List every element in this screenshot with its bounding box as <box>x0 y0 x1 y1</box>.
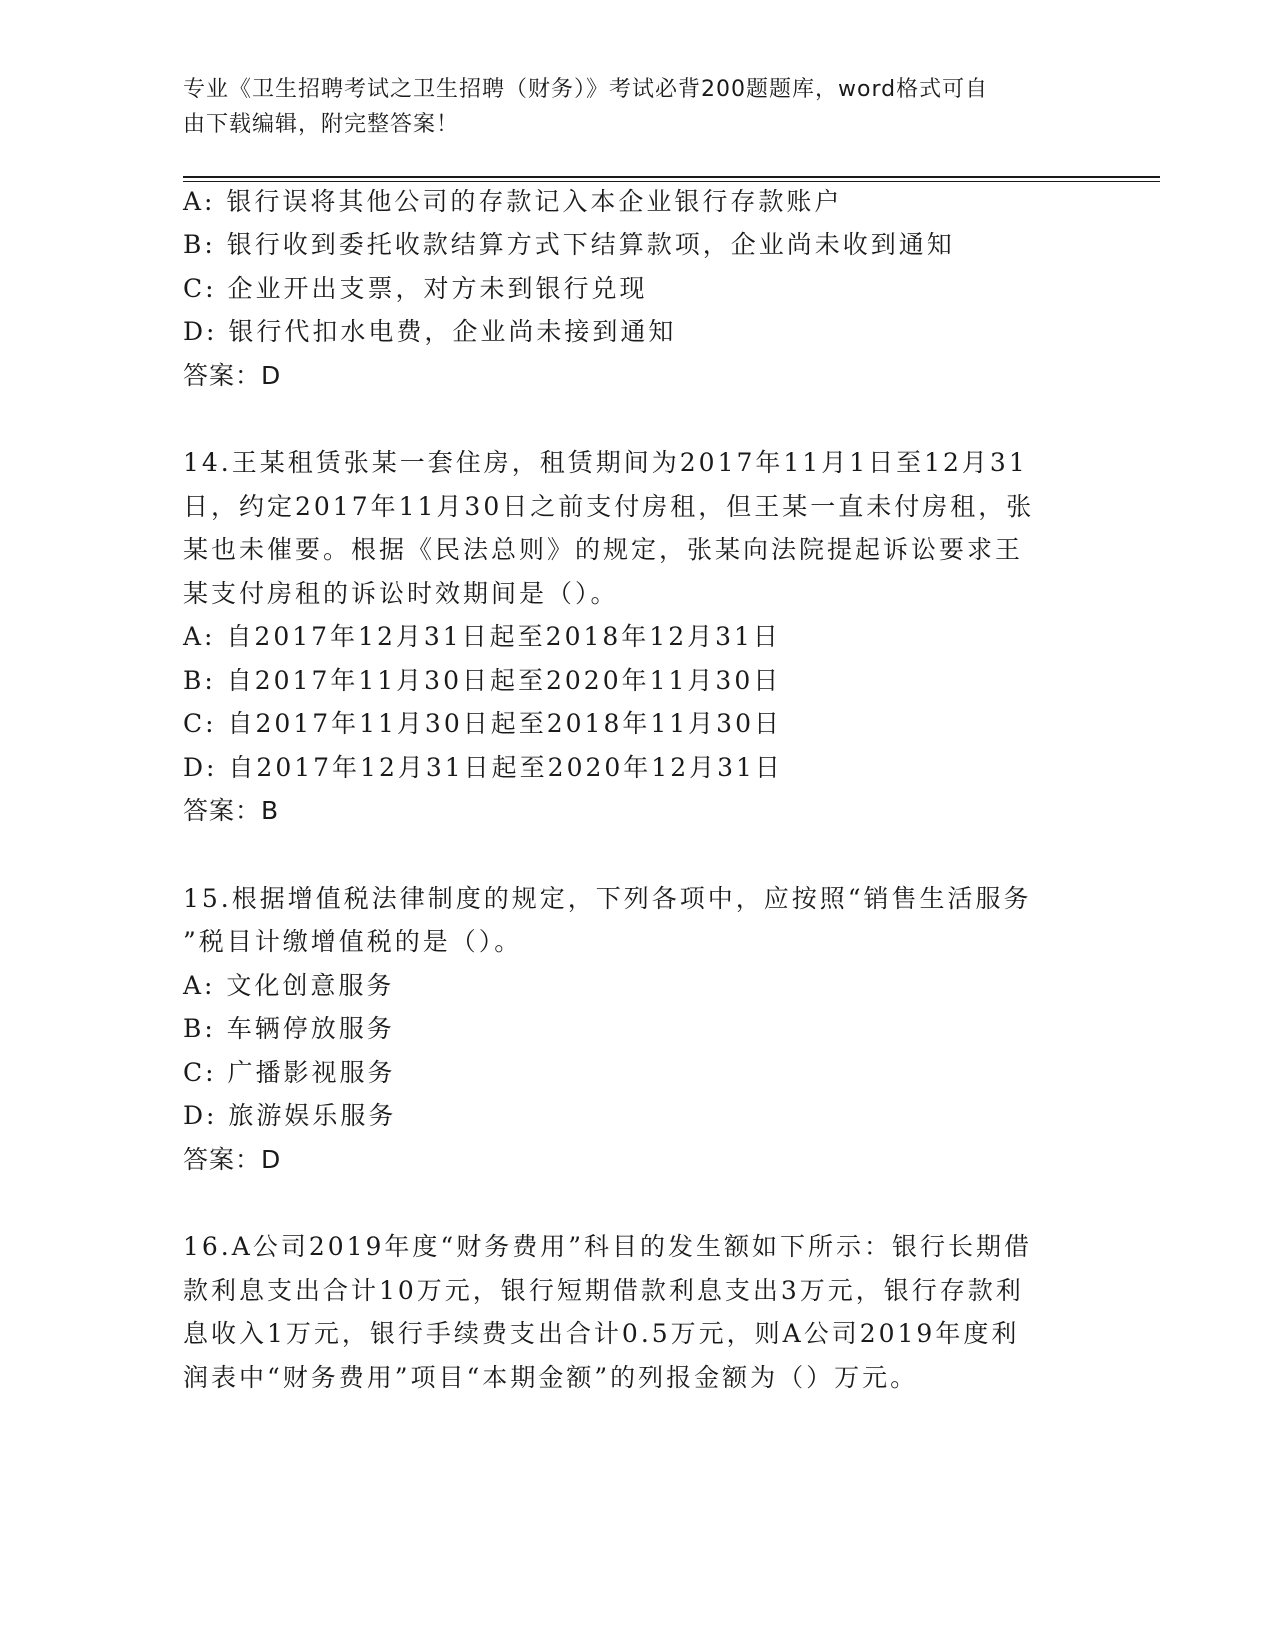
q13-option-a: A: 银行误将其他公司的存款记入本企业银行存款账户 <box>183 187 843 216</box>
q16-stem-line-2: 款利息支出合计10万元，银行短期借款利息支出3万元，银行存款利 <box>183 1276 1024 1305</box>
header-line-1: 专业《卫生招聘考试之卫生招聘（财务）》考试必背200题题库，word格式可自 <box>183 77 989 102</box>
q14-stem-line-4: 某支付房租的诉讼时效期间是（）。 <box>183 579 619 608</box>
q15-option-b: B: 车辆停放服务 <box>183 1014 395 1043</box>
q15-stem-line-2: ”税目计缴增值税的是（）。 <box>183 927 523 956</box>
q16-stem-line-3: 息收入1万元，银行手续费支出合计0.5万元，则A公司2019年度利 <box>183 1319 1020 1348</box>
q16-stem-line-4: 润表中“财务费用”项目“本期金额”的列报金额为（）万元。 <box>183 1363 919 1392</box>
q15-stem-line-1: 15.根据增值税法律制度的规定，下列各项中，应按照“销售生活服务 <box>183 884 1032 913</box>
q14-option-d: D: 自2017年12月31日起至2020年12月31日 <box>183 753 783 782</box>
q14-stem-line-2: 日，约定2017年11月30日之前支付房租，但王某一直未付房租，张 <box>183 492 1035 521</box>
q15-option-d: D: 旅游娱乐服务 <box>183 1101 397 1130</box>
header-rule-thick <box>183 176 1160 178</box>
q13-option-d: D: 银行代扣水电费，企业尚未接到通知 <box>183 317 677 346</box>
document-header <box>183 72 1063 142</box>
q13-answer: 答案：D <box>183 361 282 390</box>
q14-option-b: B: 自2017年11月30日起至2020年11月30日 <box>183 666 782 695</box>
q16-stem-line-1: 16.A公司2019年度“财务费用”科目的发生额如下所示：银行长期借 <box>183 1232 1032 1261</box>
q15-answer: 答案：D <box>183 1145 282 1174</box>
header-rule-thin <box>183 181 1160 182</box>
q15-option-c: C: 广播影视服务 <box>183 1058 396 1087</box>
q14-option-c: C: 自2017年11月30日起至2018年11月30日 <box>183 709 782 738</box>
q13-option-b: B: 银行收到委托收款结算方式下结算款项，企业尚未收到通知 <box>183 230 955 259</box>
q15-option-a: A: 文化创意服务 <box>183 971 395 1000</box>
q14-stem-line-1: 14.王某租赁张某一套住房，租赁期间为2017年11月1日至12月31 <box>183 448 1028 477</box>
q13-option-c: C: 企业开出支票，对方未到银行兑现 <box>183 274 648 303</box>
header-line-2: 由下载编辑，附完整答案！ <box>183 112 460 137</box>
q14-stem-line-3: 某也未催要。根据《民法总则》的规定，张某向法院提起诉讼要求王 <box>183 535 1024 564</box>
q14-option-a: A: 自2017年12月31日起至2018年12月31日 <box>183 622 781 651</box>
q14-answer: 答案：B <box>183 796 280 825</box>
